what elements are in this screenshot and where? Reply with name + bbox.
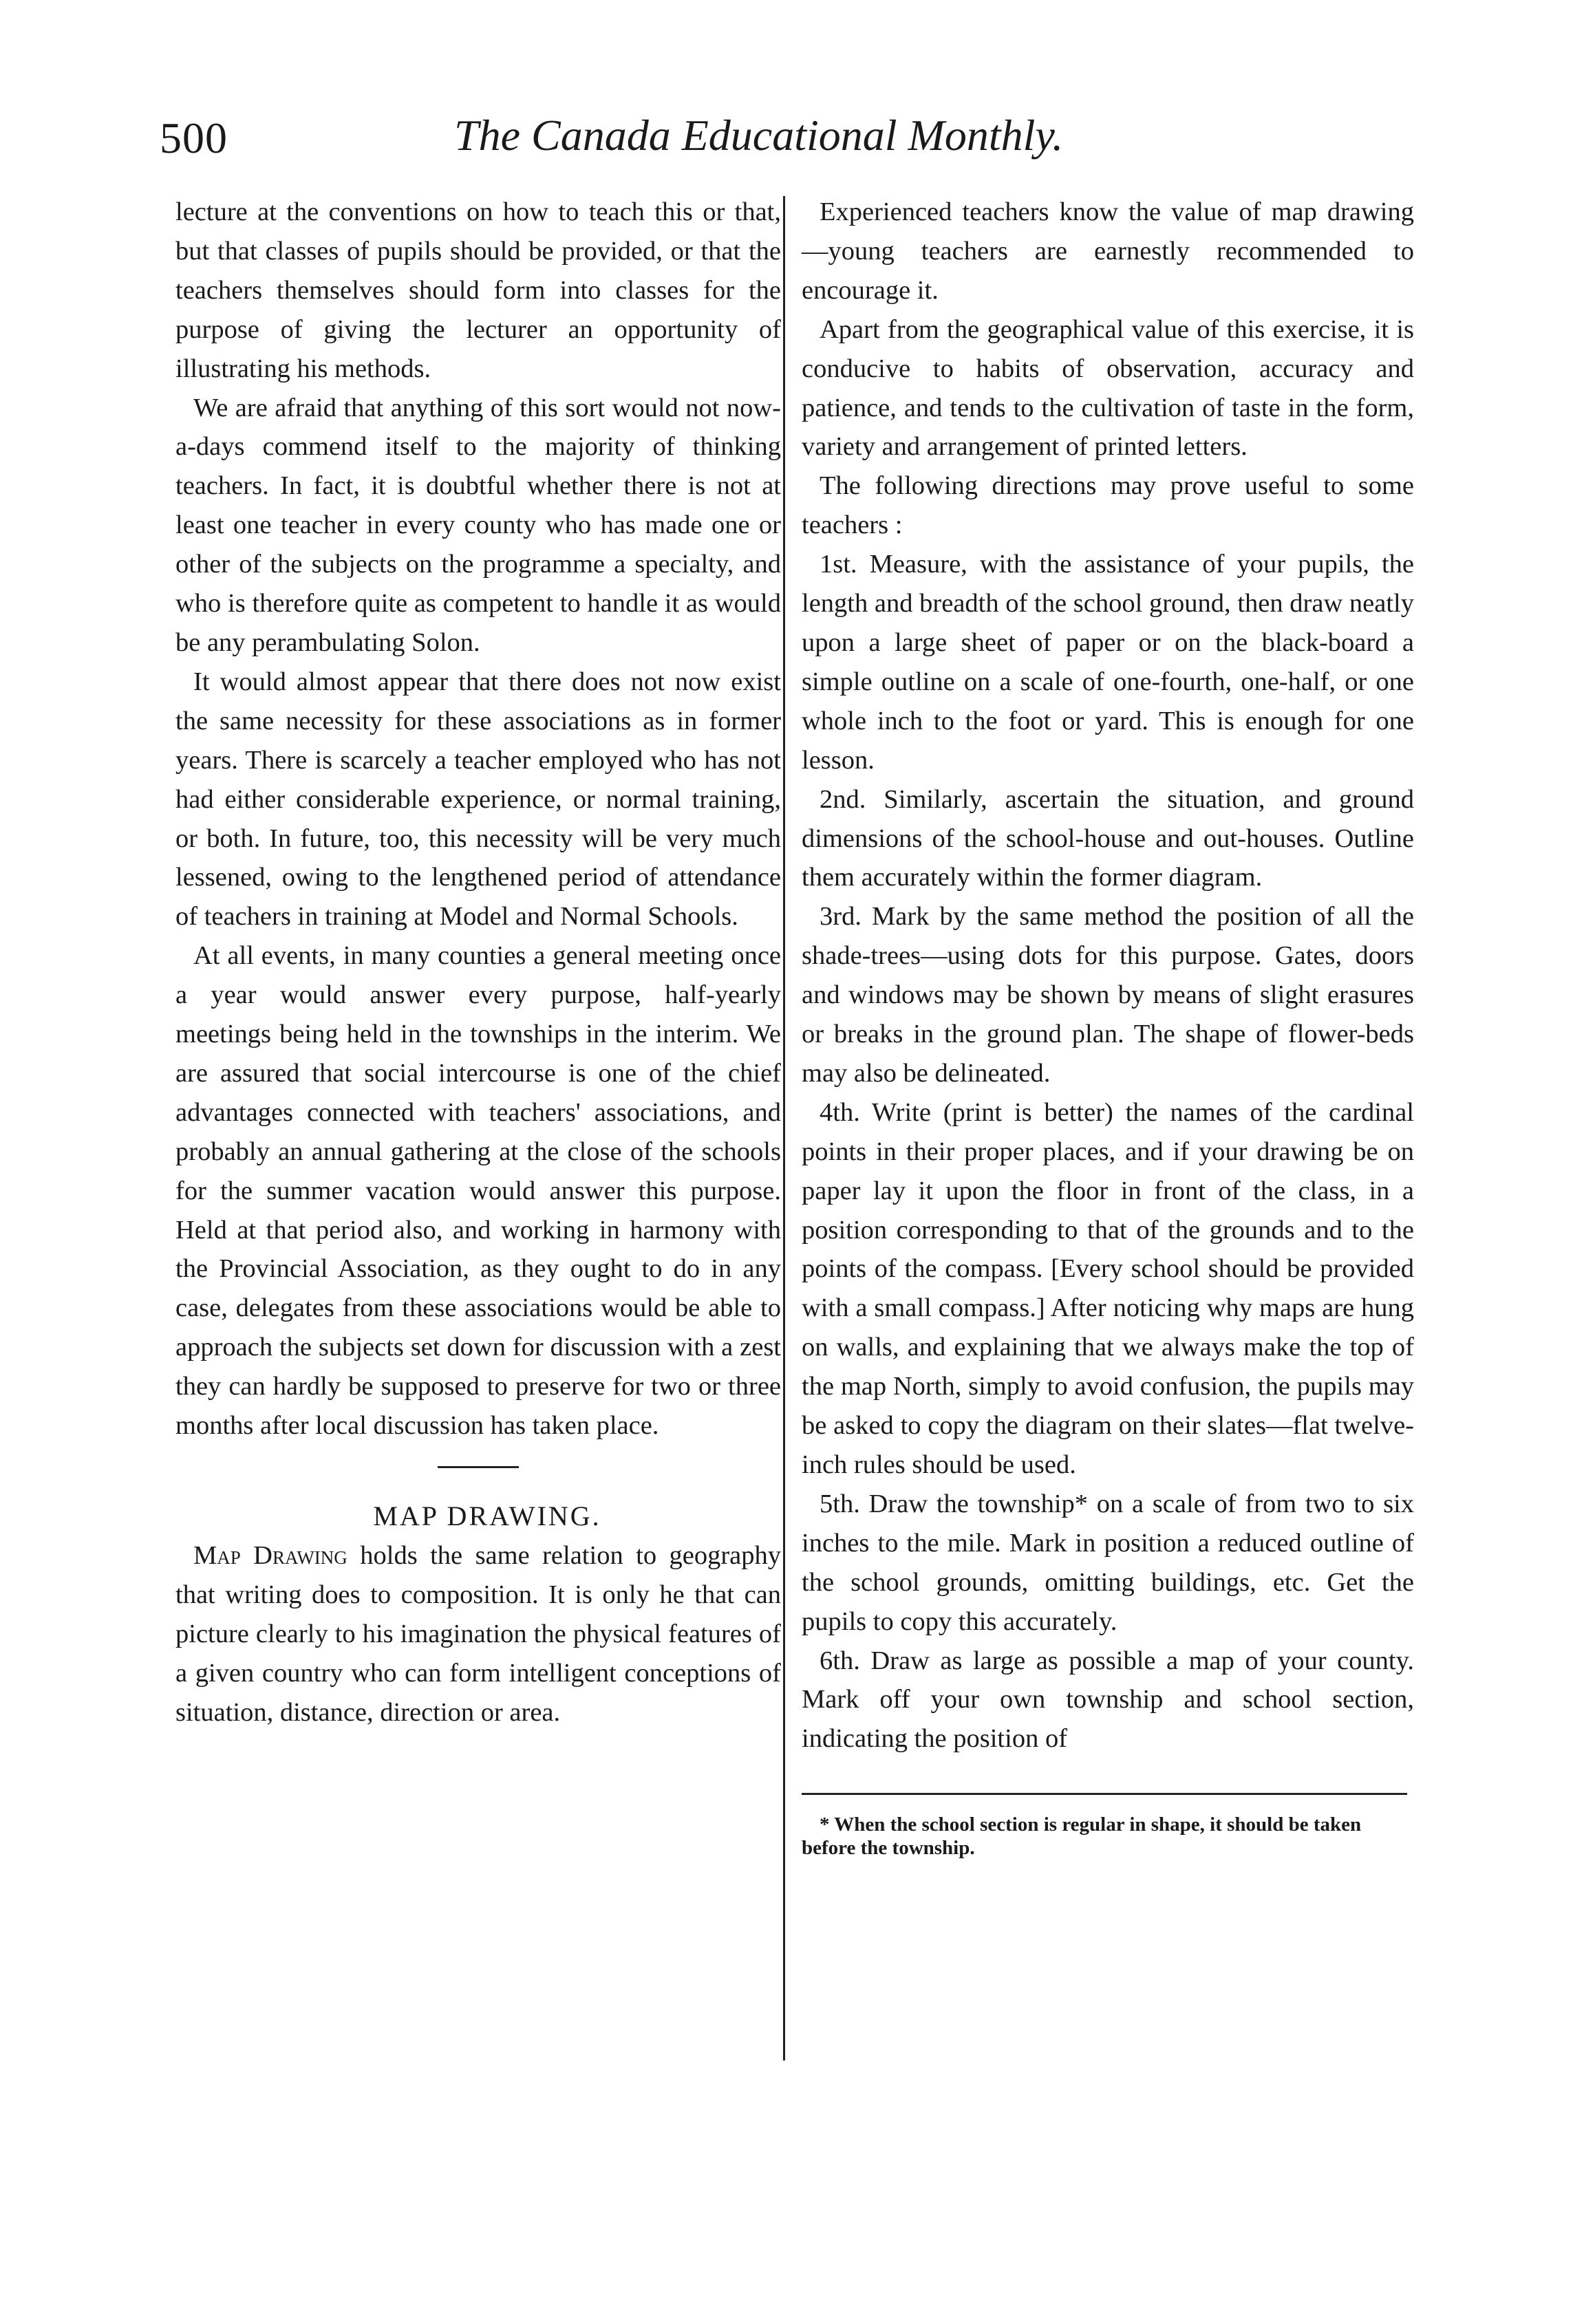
right-column (802, 193, 1414, 1860)
paragraph: It would almost appear that there does not now exist the same necessity for these associations as in former years. There is scarcely a teacher employed who has not had either considerable experience, or normal training, or both. In future, too, this necessity will be very much lessened, owing to the lengthened period of attendance of teachers in training at Model and Normal Schools. (175, 667, 781, 932)
paragraph: 3rd. Mark by the same method the position of all the shade-trees—using dots for this purpose. Gates, doors and windows may be shown by means of slight erasures or breaks in the ground plan. The shape of flower-beds may also be delineated. (802, 902, 1414, 1088)
section-paragraph (175, 1536, 781, 1732)
paragraph: 2nd. Similarly, ascertain the situation, and ground dimensions of the school-house and out-houses. Outline them accurately within the former diagram. (802, 784, 1414, 892)
section-lead: Map Drawing (193, 1540, 347, 1570)
paragraph: 6th. Draw as large as possible a map of your county. Mark off your own township and school section, indicating the position of (802, 1646, 1414, 1754)
footnote: * When the school section is regular in shape, it should be taken before the township. (802, 1814, 1362, 1860)
paragraph: Experienced teachers know the value of map drawing—young teachers are earnestly recommended to encourage it. (802, 197, 1414, 305)
left-column (175, 193, 781, 1732)
paragraph: lecture at the conventions on how to teach this or that, but that classes of pupils should be provided, or that the teachers themselves should form into classes for the purpose of giving the lecturer an opportunity of illustrating his methods. (175, 197, 781, 383)
section-heading: MAP DRAWING. (373, 1500, 601, 1531)
running-header (0, 103, 1573, 179)
column-divider (783, 196, 785, 2061)
running-title: The Canada Educational Monthly. (454, 111, 1064, 160)
paragraph: At all events, in many counties a general meeting once a year would answer every purpose, half-yearly meetings being held in the townships in the interim. We are assured that social intercourse is one of the chief advantages connected with teachers' associations, and probably an annual gathering at the close of the schools for the summer vacation would answer this purpose. Held at that period also, and working in harmony with the Provincial Association, as they ought to do in any case, delegates from these associations would be able to approach the subjects set down for discussion with a zest they can hardly be supposed to preserve for two or three months after local discussion has taken place. (175, 941, 781, 1441)
section-divider (438, 1466, 519, 1468)
section-paragraph-text: holds the same relation to geography that writing does to composition. It is only he that can picture clearly to his imagination the physical features of a given country who can form intelligent conceptions of situation, distance, direction or area. (175, 1540, 782, 1727)
footnote-rule (802, 1793, 1407, 1795)
paragraph: Apart from the geographical value of this exercise, it is conducive to habits of observation, accuracy and patience, and tends to the cultivation of taste in the form, variety and arrangement of printed letters. (802, 314, 1414, 462)
paragraph: 1st. Measure, with the assistance of your pupils, the length and breadth of the school ground, then draw neatly upon a large sheet of paper or on the black-board a simple outline on a scale of one-fourth, one-half, or one whole inch to the foot or yard. This is enough for one lesson. (802, 550, 1414, 775)
page-number: 500 (160, 114, 228, 162)
paragraph: We are afraid that anything of this sort would not now-a-days commend itself to the majority of thinking teachers. In fact, it is doubtful whether there is not at least one teacher in every county who has made one or other of the subjects on the programme a specialty, and who is therefore quite as competent to handle it as would be any perambulating Solon. (175, 393, 781, 657)
paragraph: 5th. Draw the township* on a scale of from two to six inches to the mile. Mark in position a reduced outline of the school grounds, omitting buildings, etc. Get the pupils to copy this accurately. (802, 1489, 1414, 1636)
paragraph: 4th. Write (print is better) the names of the cardinal points in their proper places, and if your drawing be on paper lay it upon the floor in front of the class, in a position corresponding to that of the grounds and to the points of the compass. [Every school should be provided with a small compass.] After noticing why maps are hung on walls, and explaining that we always make the top of the map North, simply to avoid confusion, the pupils may be asked to copy the diagram on their slates—flat twelve-inch rules should be used. (802, 1097, 1414, 1479)
paragraph: The following directions may prove useful to some teachers : (802, 471, 1414, 540)
